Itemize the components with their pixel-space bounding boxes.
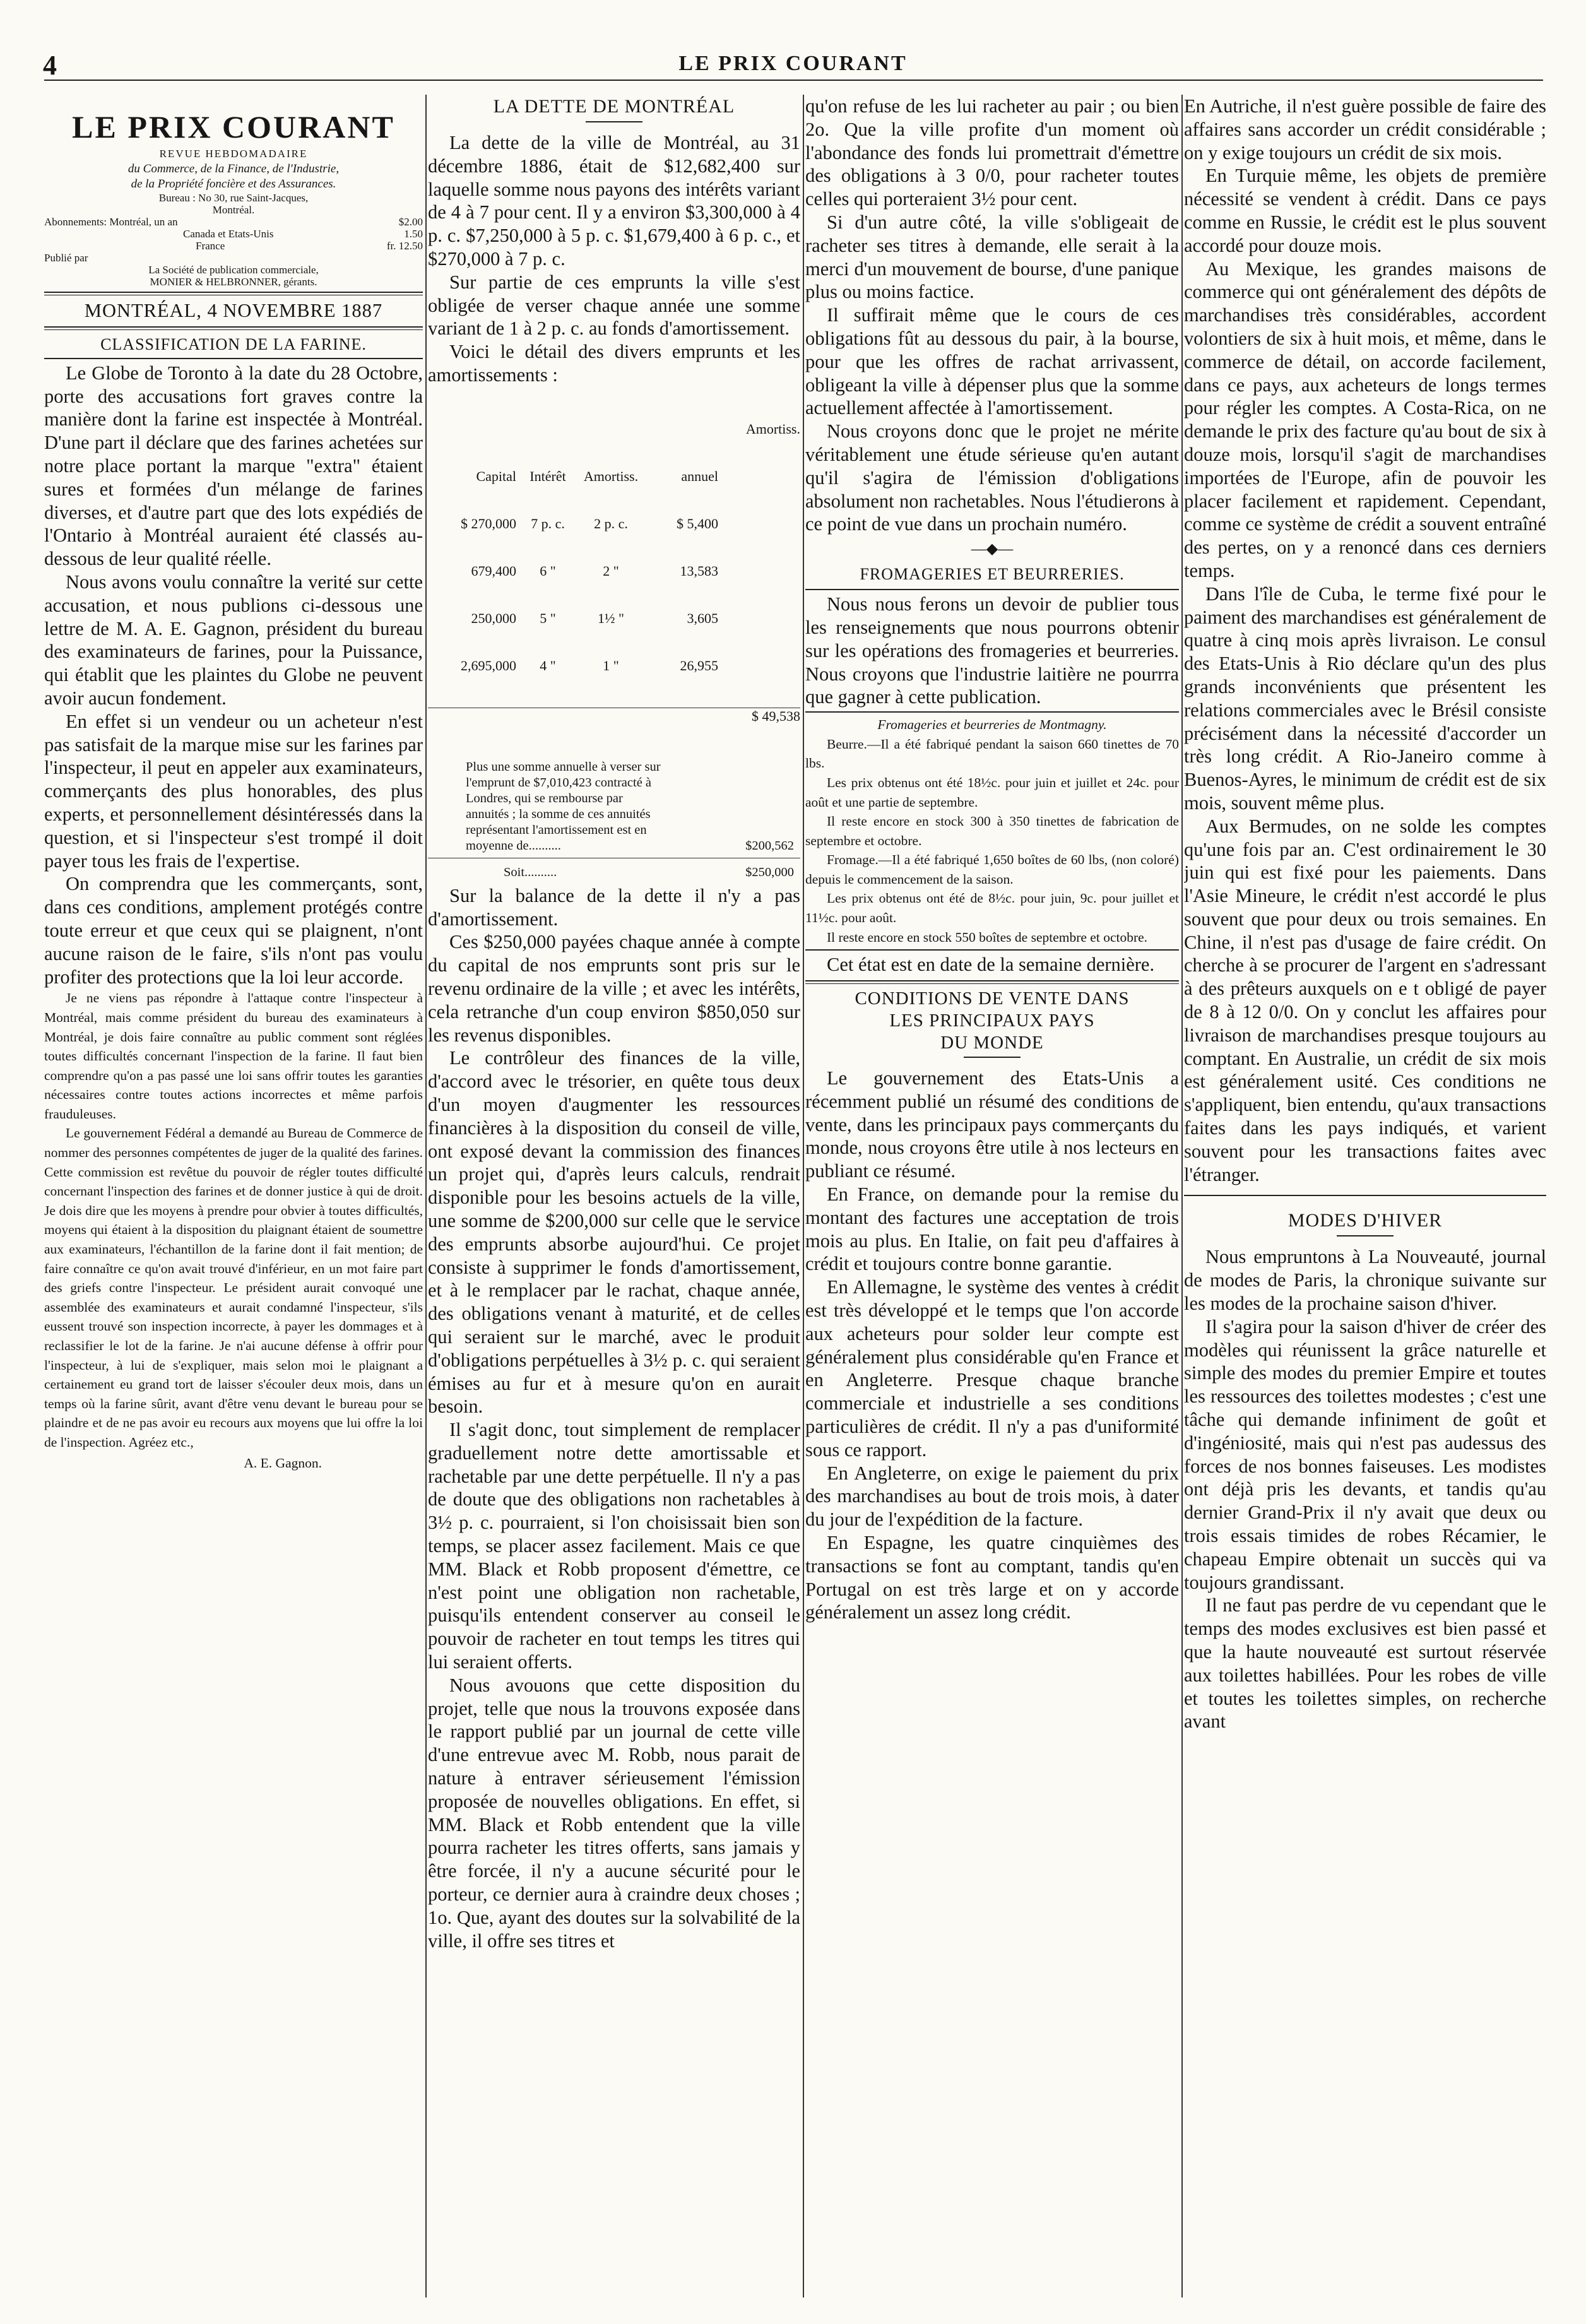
article-paragraph: En Angleterre, on exige le paiement du prix des marchandises au bout de trois mois, à dater du jour de l'expédition de la facture. xyxy=(805,1462,1179,1531)
article-paragraph: Sur partie de ces emprunts la ville s'est obligée de verser chaque année une somme variant de 1 à 2 p. c. au fonds d'amortissement. xyxy=(428,271,800,340)
table-header: Capital Intérêt Amortiss. annuel xyxy=(476,468,718,484)
masthead-subtitle: REVUE HEBDOMADAIRE xyxy=(159,148,308,160)
article-paragraph: Il s'agit donc, tout simplement de remplacer graduellement notre dette amortissable et rachetable par une dette perpétuelle. Il n'y a pas de doute que des obligations non rachetables à 3½ p. c. pourraient, si l'on choisissait bien son temps, se placer assez facilement. Mais ce que MM. Black et Robb proposent d'émettre, ce n'est point une obligation non rachetable, puisqu'ils entendent conserver au conseil le pouvoir de racheter en tout temps les titres qui lui seraient offerts. xyxy=(428,1419,800,1673)
table-row: $ 270,000 7 p. c. 2 p. c. $ 5,400 xyxy=(461,515,718,531)
total-line: Soit.......... $250,000 xyxy=(428,858,800,884)
subscription-price: 1.50 xyxy=(404,228,423,240)
article-paragraph: Nous avouons que cette disposition du projet, telle que nous la trouvons exposée dans le rapport publié par un journal de cette ville d'une entrevue avec M. Robb, nous parait de nature à entraver sérieusement l'émission proposée de nouvelles obligations. En effet, si MM. Black et Robb entendent que la ville pourra racheter les titres offerts, sans jamais y être forcée, il n'y a aucune sécurité pour le porteur, ce dernier aura à craindre deux choses ; 1o. Que, ayant des doutes sur la solvabilité de la ville, il offre ses titres et xyxy=(428,1674,800,1952)
subscription-label: Abonnements: Montréal, un an xyxy=(44,216,178,228)
article-heading: DU MONDE xyxy=(940,1033,1044,1053)
article-paragraph: Aux Bermudes, on ne solde les comptes qu'une fois par an. C'est ordinairement le 30 juin qui est fixé pour les paiements. Dans l'Asie Mineure, le crédit n'est accordé le plus souvent que pour deux ou trois semaines. En Chine, il n'est pas d'usage de faire crédit. On cherche à se procurer de l'argent en s'adressant à des prêteurs auxquels on e t obligé de payer de 8 à 12 0/0. On y conclut les affaires pour livraison de marchandises presque toujours au comptant. En Australie, un crédit de six mois est généralement usité. Ces conditions ne s'appliquent, bien entendu, qu'aux transactions faites dans les pays indiqués, et varient souvent pour les transactions faites avec l'étranger. xyxy=(1184,815,1546,1185)
masthead-tagline: de la Propriété foncière et des Assurances. xyxy=(131,177,336,191)
publisher-line: Publié par xyxy=(44,252,88,264)
column-divider xyxy=(803,95,804,2297)
page-number: 4 xyxy=(43,50,57,81)
article-paragraph: Le contrôleur des finances de la ville, d'accord avec le trésorier, en quête tous deux d'un moyen d'augmenter les ressources financières à la disposition du conseil de ville, ont exposé devant la commission des finances un projet qui, d'après leurs calculs, rendrait disponible pour les besoins actuels de la ville, une somme de $200,000 sur celle que le service des emprunts absorbe aujourd'hui. Ce projet consiste à supprimer le fonds d'amortissement, et à le remplacer par le rachat, chaque année, des obligations venant à maturité, et de celles qui seraient sur le marché, avec le produit d'obligations perpétuelles à 3½ p. c. qui seraient émises au fur et à mesure qu'on en aurait besoin. xyxy=(428,1047,800,1418)
column-4 xyxy=(1184,95,1546,2297)
letter-paragraph: Le gouvernement Fédéral a demandé au Bureau de Commerce de nommer des personnes compétentes de juger de la qualité des farines. Cette commission est revêtue du pouvoir de régler toutes difficulté concernant l'inspection des farines et de donner justice à qui de droit. Je dois dire que les moyens à prendre pour obvier à toutes difficultés, moyens qui étaient à la disposition du plaignant étaient de soumettre aux examinateurs, l'échantillon de la farine dont il fait mention; de faire connaître ce qu'on avait trouvé d'inférieur, en un mot faire part des griefs contre l'inspecteur. Le président aurait convoqué une assemblée des examinateurs et aurait condamné l'inspecteur, s'ils eussent trouvé son inspection incorrecte, à payer les dommages et à reclassifier le lot de la farine. Je n'ai aucune défense à offrir pour l'inspecteur, à lui de s'expliquer, mais selon moi le plaignant a certainement eu grand tort de laisser s'écouler deux mois, dans un temps où la farine sûrit, avant d'être venu devant le bureau pour se plaindre et de ne pas avoir eu recours aux moyens que lui offre la loi de l'inspection. Agréez etc., xyxy=(44,1125,423,1450)
article-paragraph: Nous avons voulu connaître la verité sur cette accusation, et nous publions ci-dessous une lettre de M. A. E. Gagnon, président du bureau des examinateurs de farines, pour la Puissance, qui établit que les plaintes du Globe ne peuvent avoir aucun fondement. xyxy=(44,571,423,709)
article-paragraph: qu'on refuse de les lui racheter au pair ; ou bien 2o. Que la ville profite d'un moment où l'abondance des fonds lui promettrait d'émettre des obligations à 3 0/0, pour racheter toutes celles qui porteraient 3½ pour cent. xyxy=(805,95,1179,210)
report-paragraph: Les prix obtenus ont été de 8½c. pour juin, 9c. pour juillet et 11½c. pour août. xyxy=(805,891,1179,926)
column-3 xyxy=(805,95,1179,2297)
rule xyxy=(805,711,1179,713)
signature: A. E. Gagnon. xyxy=(244,1455,322,1471)
rule xyxy=(44,292,423,295)
column-2 xyxy=(428,95,800,2297)
rule xyxy=(805,589,1179,590)
report-paragraph: Les prix obtenus ont été 18½c. pour juin et juillet et 24c. pour août et une partie de septembre. xyxy=(805,774,1179,810)
masthead-title: LE PRIX COURANT xyxy=(72,109,395,145)
article-paragraph: Au Mexique, les grandes maisons de commerce qui ont généralement des dépôts de marchandises très considérables, accordent volontiers de six à huit mois, et même, dans le commerce de détail, on accorde facilement, dans ce pays, aux acheteurs de longs termes pour régler les comptes. A Costa-Rica, on ne demande le prix des facture qu'au bout de six à douze mois, lorsqu'il s'agit de marchandises importées de l'Europe, afin de pouvoir les placer facilement et rapidement. Cependant, comme ce système de crédit a souvent entraîné des pertes, on y a renoncé dans ces derniers temps. xyxy=(1184,258,1546,581)
article-paragraph: Cet état est en date de la semaine dernière. xyxy=(827,954,1155,976)
rule xyxy=(44,358,423,359)
running-head: LE PRIX COURANT xyxy=(678,52,908,75)
letter-paragraph: Je ne viens pas répondre à l'attaque contre l'inspecteur à Montréal, mais comme président du bureau des examinateurs à Montréal, je dois faire connaître au public comment sont réglées toutes difficultés concernant l'inspection de la farine. Il faut bien comprendre qu'on a pas passé une loi sans offrir toutes les garanties nécessaires contre toutes actions incorrectes et même parfois frauduleuses. xyxy=(44,990,423,1122)
article-heading: FROMAGERIES ET BEURRERIES. xyxy=(860,565,1125,584)
article-paragraph: Le gouvernement des Etats-Unis a récemment publié un résumé des conditions de vente, dans les principaux pays commerçants du monde, nous croyons être utile à nos lecteurs en publiant ce résumé. xyxy=(805,1067,1179,1182)
article-paragraph: Si d'un autre côté, la ville s'obligeait de racheter ses titres à demande, elle serait à la merci d'un mouvement de bourse, d'une panique plus ou moins factice. xyxy=(805,211,1179,303)
article-paragraph: Voici le détail des divers emprunts et les amortissements : xyxy=(428,341,800,386)
table-header: Amortiss. xyxy=(745,420,800,437)
bureau-address: Bureau : No 30, rue Saint-Jacques, xyxy=(158,192,309,204)
report-paragraph: Il reste encore en stock 300 à 350 tinettes de fabrication de septembre et octobre. xyxy=(805,814,1179,848)
article-paragraph: En Turquie même, les objets de première nécessité se vendent à crédit. Dans ce pays comme en Russie, le crédit est le plus souvent accordé pour douze mois. xyxy=(1184,165,1546,256)
subscription-price: fr. 12.50 xyxy=(386,240,423,252)
rule xyxy=(964,1057,1021,1058)
annuity-note: Plus une somme annuelle à verser sur l'emprunt de $7,010,423 contracté à Londres, qui se rembourse par annuités ; la somme de ces annuités représentant l'amortissement est en moyenne de.......... $200,562 xyxy=(466,759,794,853)
article-heading: LES PRINCIPAUX PAYS xyxy=(889,1011,1095,1031)
table-row: 679,400 6 " 2 " 13,583 xyxy=(471,562,718,579)
dateline: MONTRÉAL, 4 NOVEMBRE 1887 xyxy=(84,300,383,321)
table-total: $ 49,538 xyxy=(428,708,800,724)
article-paragraph: En Allemagne, le système des ventes à crédit est très développé et le temps que l'on accorde aux acheteurs pour solder leur compte est généralement plus considérable qu'en France et en Angleterre. Presque chaque branche commerciale et industrielle a ses conditions particulières de crédit. Il n'y a pas d'uniformité sous ce rapport. xyxy=(805,1276,1179,1461)
article-paragraph: Il suffirait même que le cours de ces obligations fût au dessous du pair, à la bourse, pour que les offres de rachat arrivassent, obligeant la ville à dépenser plus que la somme actuellement affectée à l'amortissement. xyxy=(805,304,1179,419)
column-divider xyxy=(1181,95,1183,2297)
page-header xyxy=(0,49,1586,82)
rule xyxy=(586,121,642,122)
table-row: 250,000 5 " 1½ " 3,605 xyxy=(471,610,718,626)
article-paragraph: Il ne faut pas perdre de vu cependant que le temps des modes exclusives est bien passé et que la haute nouveauté est surtout réservée aux toilettes habillées. Pour les robes de ville et toutes les toilettes simples, on recherche avant xyxy=(1184,1594,1546,1733)
bureau-city: Montréal. xyxy=(212,204,255,216)
subscription-row xyxy=(44,228,423,240)
header-rule xyxy=(44,80,1543,81)
rule xyxy=(805,949,1179,951)
subscription-row xyxy=(44,216,423,228)
rule xyxy=(805,980,1179,984)
report-paragraph: Fromage.—Il a été fabriqué 1,650 boîtes de 60 lbs, (non coloré) depuis le commencement de la saison. xyxy=(805,852,1179,887)
article-paragraph: Ces $250,000 payées chaque année à compte du capital de nos emprunts sont pris sur le revenu ordinaire de la ville ; et avec les intérêts, cela retranche d'un coup environ $850,050 sur les revenus disponibles. xyxy=(428,931,800,1046)
report-title: Fromageries et beurreries de Montmagny. xyxy=(877,717,1107,733)
article-paragraph: Il s'agira pour la saison d'hiver de créer des modèles qui réunissent la grâce naturelle et simple des modes du premier Empire et toutes les ressources des toilettes modestes ; c'est une tâche qui demande infiniment de goût et d'ingéniosité, mais qui n'est pas audessus des forces de nos bonnes faiseuses. Les modistes ont déjà pris les devants, et tandis qu'au dernier Grand-Prix il n'y avait que deux ou trois essais timides de robes Récamier, le chapeau Empire obtenait un succès qui va toujours grandissant. xyxy=(1184,1315,1546,1593)
article-paragraph: En Autriche, il n'est guère possible de faire des affaires sans accorder un crédit considérable ; on y exige toujours un crédit de six mois. xyxy=(1184,95,1546,163)
subscription-price: $2.00 xyxy=(398,216,423,228)
article-heading: CONDITIONS DE VENTE DANS xyxy=(855,988,1130,1009)
rule xyxy=(1184,1195,1546,1196)
article-heading: CLASSIFICATION DE LA FARINE. xyxy=(100,335,367,353)
article-paragraph: Nous croyons donc que le projet ne mérite véritablement une étude sérieuse qu'en autant qu'il s'agira de l'émission d'obligations absolument non rachetables. Nous l'étudierons à ce point de vue dans un prochain numéro. xyxy=(805,420,1179,535)
article-paragraph: En Espagne, les quatre cinquièmes des transactions se font au comptant, tandis qu'en Portugal on est très large et on y accorde généralement un assez long crédit. xyxy=(805,1531,1179,1623)
subscription-label: France xyxy=(196,240,225,252)
article-heading: MODES D'HIVER xyxy=(1287,1210,1443,1231)
article-paragraph: Dans l'île de Cuba, le terme fixé pour le paiment des marchandises est généralement de quatre à cinq mois après livraison. Le consul des Etats-Unis à Rio déclare qu'un des plus grands inconvénients que présentent les relations commerciales avec le Brésil consiste précisément dans la nécessité d'accorder un très long crédit. A Rio-Janeiro comme à Buenos-Ayres, le minimum de crédit est de six mois, souvent même plus. xyxy=(1184,583,1546,814)
report-paragraph: Il reste encore en stock 550 boîtes de septembre et octobre. xyxy=(827,929,1148,945)
rule xyxy=(1337,1235,1394,1236)
article-paragraph: En effet si un vendeur ou un acheteur n'est pas satisfait de la marque mise sur les farines par l'inspecteur, il peut en appeler aux examinateurs, commerçants des plus honorables, des plus experts, et personnellement désintéressés dans la question, et si l'inspecteur s'est trompé il doit payer tous les frais de l'expertise. xyxy=(44,710,423,872)
ornament-divider: —◆— xyxy=(971,541,1014,558)
publisher-line: MONIER & HELBRONNER, gérants. xyxy=(150,276,317,288)
article-paragraph: Sur la balance de la dette il n'y a pas d'amortissement. xyxy=(428,884,800,930)
article-paragraph: La dette de la ville de Montréal, au 31 décembre 1886, était de $12,682,400 sur laquelle somme nous payons des intérêts variant de 4 à 7 pour cent. Il y a environ $3,300,000 à 4 p. c. $7,250,000 à 5 p. c. $1,679,400 à 6 p. c., et $270,000 à 7 p. c. xyxy=(428,132,800,270)
column-divider xyxy=(425,95,427,2297)
report-paragraph: Beurre.—Il a été fabriqué pendant la saison 660 tinettes de 70 lbs. xyxy=(805,736,1179,771)
article-paragraph: Le Globe de Toronto à la date du 28 Octobre, porte des accusations fort graves contre la manière dont la farine est inspectée à Montréal. D'une part il déclare que des farines achetées sur notre place portant la marque "extra" étaient sures et formées d'un mélange de farines diverses, et d'autre part que des lots expédiés de l'Ontario à Montréal auraient été classés au-dessous de leur qualité réelle. xyxy=(44,362,423,570)
article-paragraph: Nous empruntons à La Nouveauté, journal de modes de Paris, la chronique suivante sur les modes de la prochaine saison d'hiver. xyxy=(1184,1246,1546,1315)
article-paragraph: Nous nous ferons un devoir de publier tous les renseignements que nous pourrons obtenir sur les opérations des fromageries et beurreries. Nous croyons que l'industrie laitière ne pourrra que gagner à cette publication. xyxy=(805,593,1179,708)
article-paragraph: On comprendra que les commerçants, sont, dans ces conditions, amplement protégés contre toute erreur et que ceux qui se plaignent, n'ont aucune raison de le faire, s'ils n'ont pas voulu profiter des protections que la loi leur accorde. xyxy=(44,873,423,988)
rule xyxy=(44,326,423,330)
article-paragraph: En France, on demande pour la remise du montant des factures une acceptation de trois mois au plus. En Italie, on fait peu d'affaires à crédit et toujours contre bonne garantie. xyxy=(805,1183,1179,1275)
masthead-tagline: du Commerce, de la Finance, de l'Industrie, xyxy=(127,162,340,175)
subscription-row xyxy=(44,240,423,252)
subscription-label: Canada et Etats-Unis xyxy=(183,228,274,240)
column-1 xyxy=(44,95,423,2297)
publisher-line: La Société de publication commerciale, xyxy=(148,264,319,276)
amortization-table xyxy=(428,389,800,756)
table-row: 2,695,000 4 " 1 " 26,955 xyxy=(461,657,718,673)
article-heading: LA DETTE DE MONTRÉAL xyxy=(493,96,735,117)
